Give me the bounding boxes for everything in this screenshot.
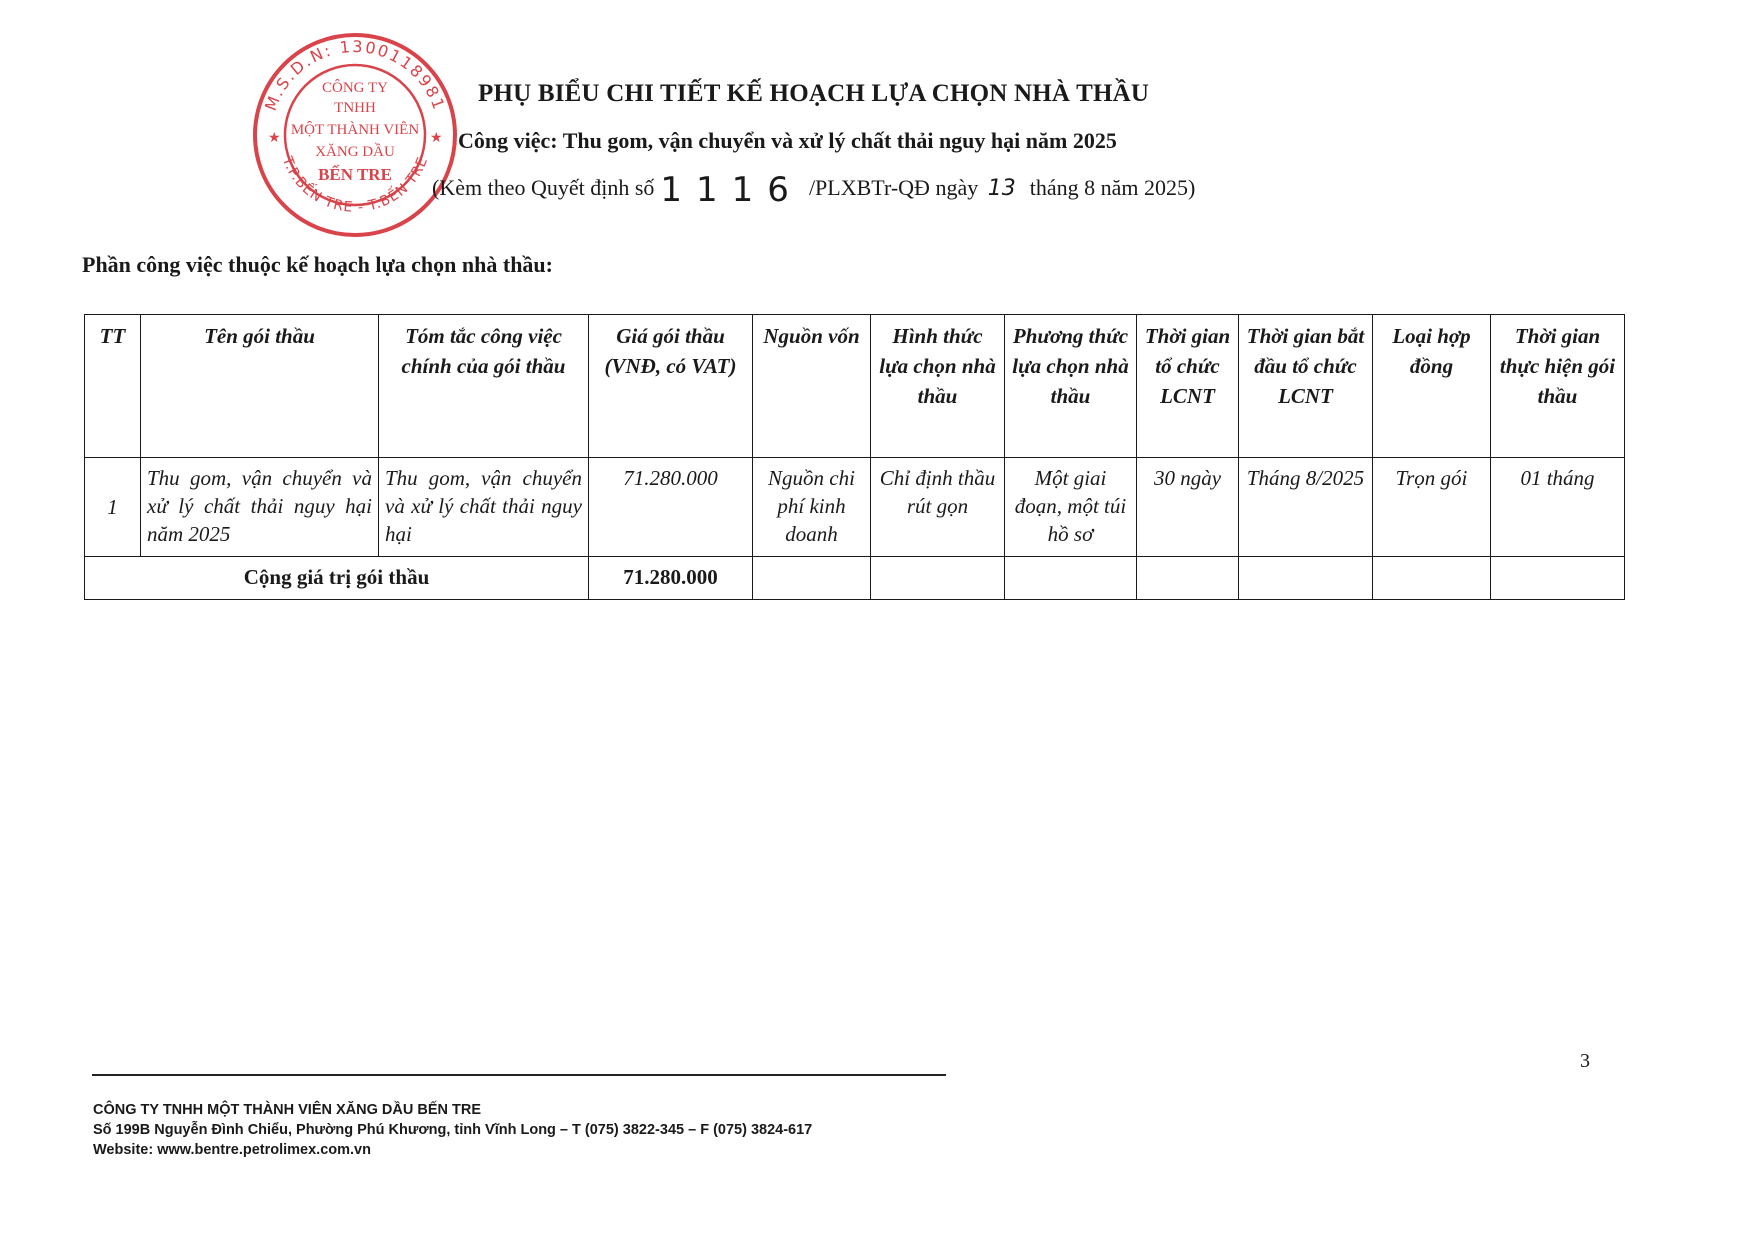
seal-ring-bottom: T.P.BẾN TRE - T.BẾN TRE <box>278 154 432 216</box>
seal-line-2: TNHH <box>334 100 376 116</box>
decision-number: 1116 <box>660 170 803 210</box>
cell-selection-form: Chỉ định thầu rút gọn <box>871 458 1005 557</box>
total-empty-cell <box>753 557 871 600</box>
cell-lcnt-duration: 30 ngày <box>1137 458 1239 557</box>
svg-text:★: ★ <box>268 130 281 146</box>
attachment-line <box>432 170 1195 210</box>
cell-package-name: Thu gom, vận chuyển và xử lý chất thải nguy hại năm 2025 <box>141 458 379 557</box>
seal-line-3: MỘT THÀNH VIÊN <box>290 122 420 138</box>
total-empty-cell <box>1491 557 1625 600</box>
cell-selection-method: Một giai đoạn, một túi hồ sơ <box>1005 458 1137 557</box>
company-seal <box>250 30 460 240</box>
col-header-fund-source: Nguồn vốn <box>753 315 871 458</box>
total-empty-cell <box>1137 557 1239 600</box>
col-header-lcnt-duration: Thời gian tổ chức LCNT <box>1137 315 1239 458</box>
footer-company: CÔNG TY TNHH MỘT THÀNH VIÊN XĂNG DẦU BẾN TRE <box>93 1102 482 1118</box>
col-header-lcnt-start: Thời gian bắt đầu tổ chức LCNT <box>1239 315 1373 458</box>
col-header-package-name: Tên gói thầu <box>141 315 379 458</box>
total-label: Cộng giá trị gói thầu <box>85 557 589 600</box>
svg-text:★: ★ <box>430 130 443 146</box>
page-number: 3 <box>1580 1050 1590 1072</box>
cell-fund-source: Nguồn chi phí kinh doanh <box>753 458 871 557</box>
cell-summary: Thu gom, vận chuyển và xử lý chất thải nguy hại <box>379 458 589 557</box>
work-description: Công việc: Thu gom, vận chuyển và xử lý chất thải nguy hại năm 2025 <box>458 128 1117 153</box>
table-total-row <box>85 557 1625 600</box>
col-header-selection-form: Hình thức lựa chọn nhà thầu <box>871 315 1005 458</box>
col-header-summary: Tóm tắc công việc chính của gói thầu <box>379 315 589 458</box>
cell-lcnt-start: Tháng 8/2025 <box>1239 458 1373 557</box>
contractor-plan-table <box>84 314 1625 600</box>
footer-website: Website: www.bentre.petrolimex.com.vn <box>93 1142 371 1158</box>
seal-ring-top: M.S.D.N: 1300118981 <box>260 36 450 114</box>
table-row <box>85 458 1625 557</box>
col-header-selection-method: Phương thức lựa chọn nhà thầu <box>1005 315 1137 458</box>
footer-divider <box>92 1074 946 1076</box>
document-title: PHỤ BIỂU CHI TIẾT KẾ HOẠCH LỰA CHỌN NHÀ THẦU <box>478 80 1150 107</box>
decision-day: 13 <box>987 176 1016 201</box>
total-empty-cell <box>1239 557 1373 600</box>
cell-execution-time: 01 tháng <box>1491 458 1625 557</box>
col-header-contract-type: Loại hợp đồng <box>1373 315 1491 458</box>
total-empty-cell <box>871 557 1005 600</box>
total-value: 71.280.000 <box>589 557 753 600</box>
svg-text:T.P.BẾN TRE - T.BẾN TRE <box>278 154 431 216</box>
footer <box>93 1100 812 1160</box>
section-title: Phần công việc thuộc kế hoạch lựa chọn nhà thầu: <box>82 252 553 277</box>
col-header-tt: TT <box>85 315 141 458</box>
cell-price: 71.280.000 <box>589 458 753 557</box>
cell-contract-type: Trọn gói <box>1373 458 1491 557</box>
total-empty-cell <box>1373 557 1491 600</box>
seal-line-4: XĂNG DẦU <box>315 144 395 160</box>
footer-address: Số 199B Nguyễn Đình Chiểu, Phường Phú Khương, tỉnh Vĩnh Long – T (075) 3822-345 – F (075) 3824-617 <box>93 1122 813 1138</box>
attach-mid: /PLXBTr-QĐ ngày <box>808 175 979 200</box>
seal-line-5: BẾN TRE <box>318 165 392 184</box>
table-header-row <box>85 315 1625 458</box>
col-header-execution-time: Thời gian thực hiện gói thầu <box>1491 315 1625 458</box>
cell-tt: 1 <box>85 458 141 557</box>
attach-suffix: tháng 8 năm 2025) <box>1029 175 1196 200</box>
seal-line-1: CÔNG TY <box>322 80 388 96</box>
attach-prefix: (Kèm theo Quyết định số <box>432 175 655 200</box>
col-header-price: Giá gói thầu (VNĐ, có VAT) <box>589 315 753 458</box>
total-empty-cell <box>1005 557 1137 600</box>
